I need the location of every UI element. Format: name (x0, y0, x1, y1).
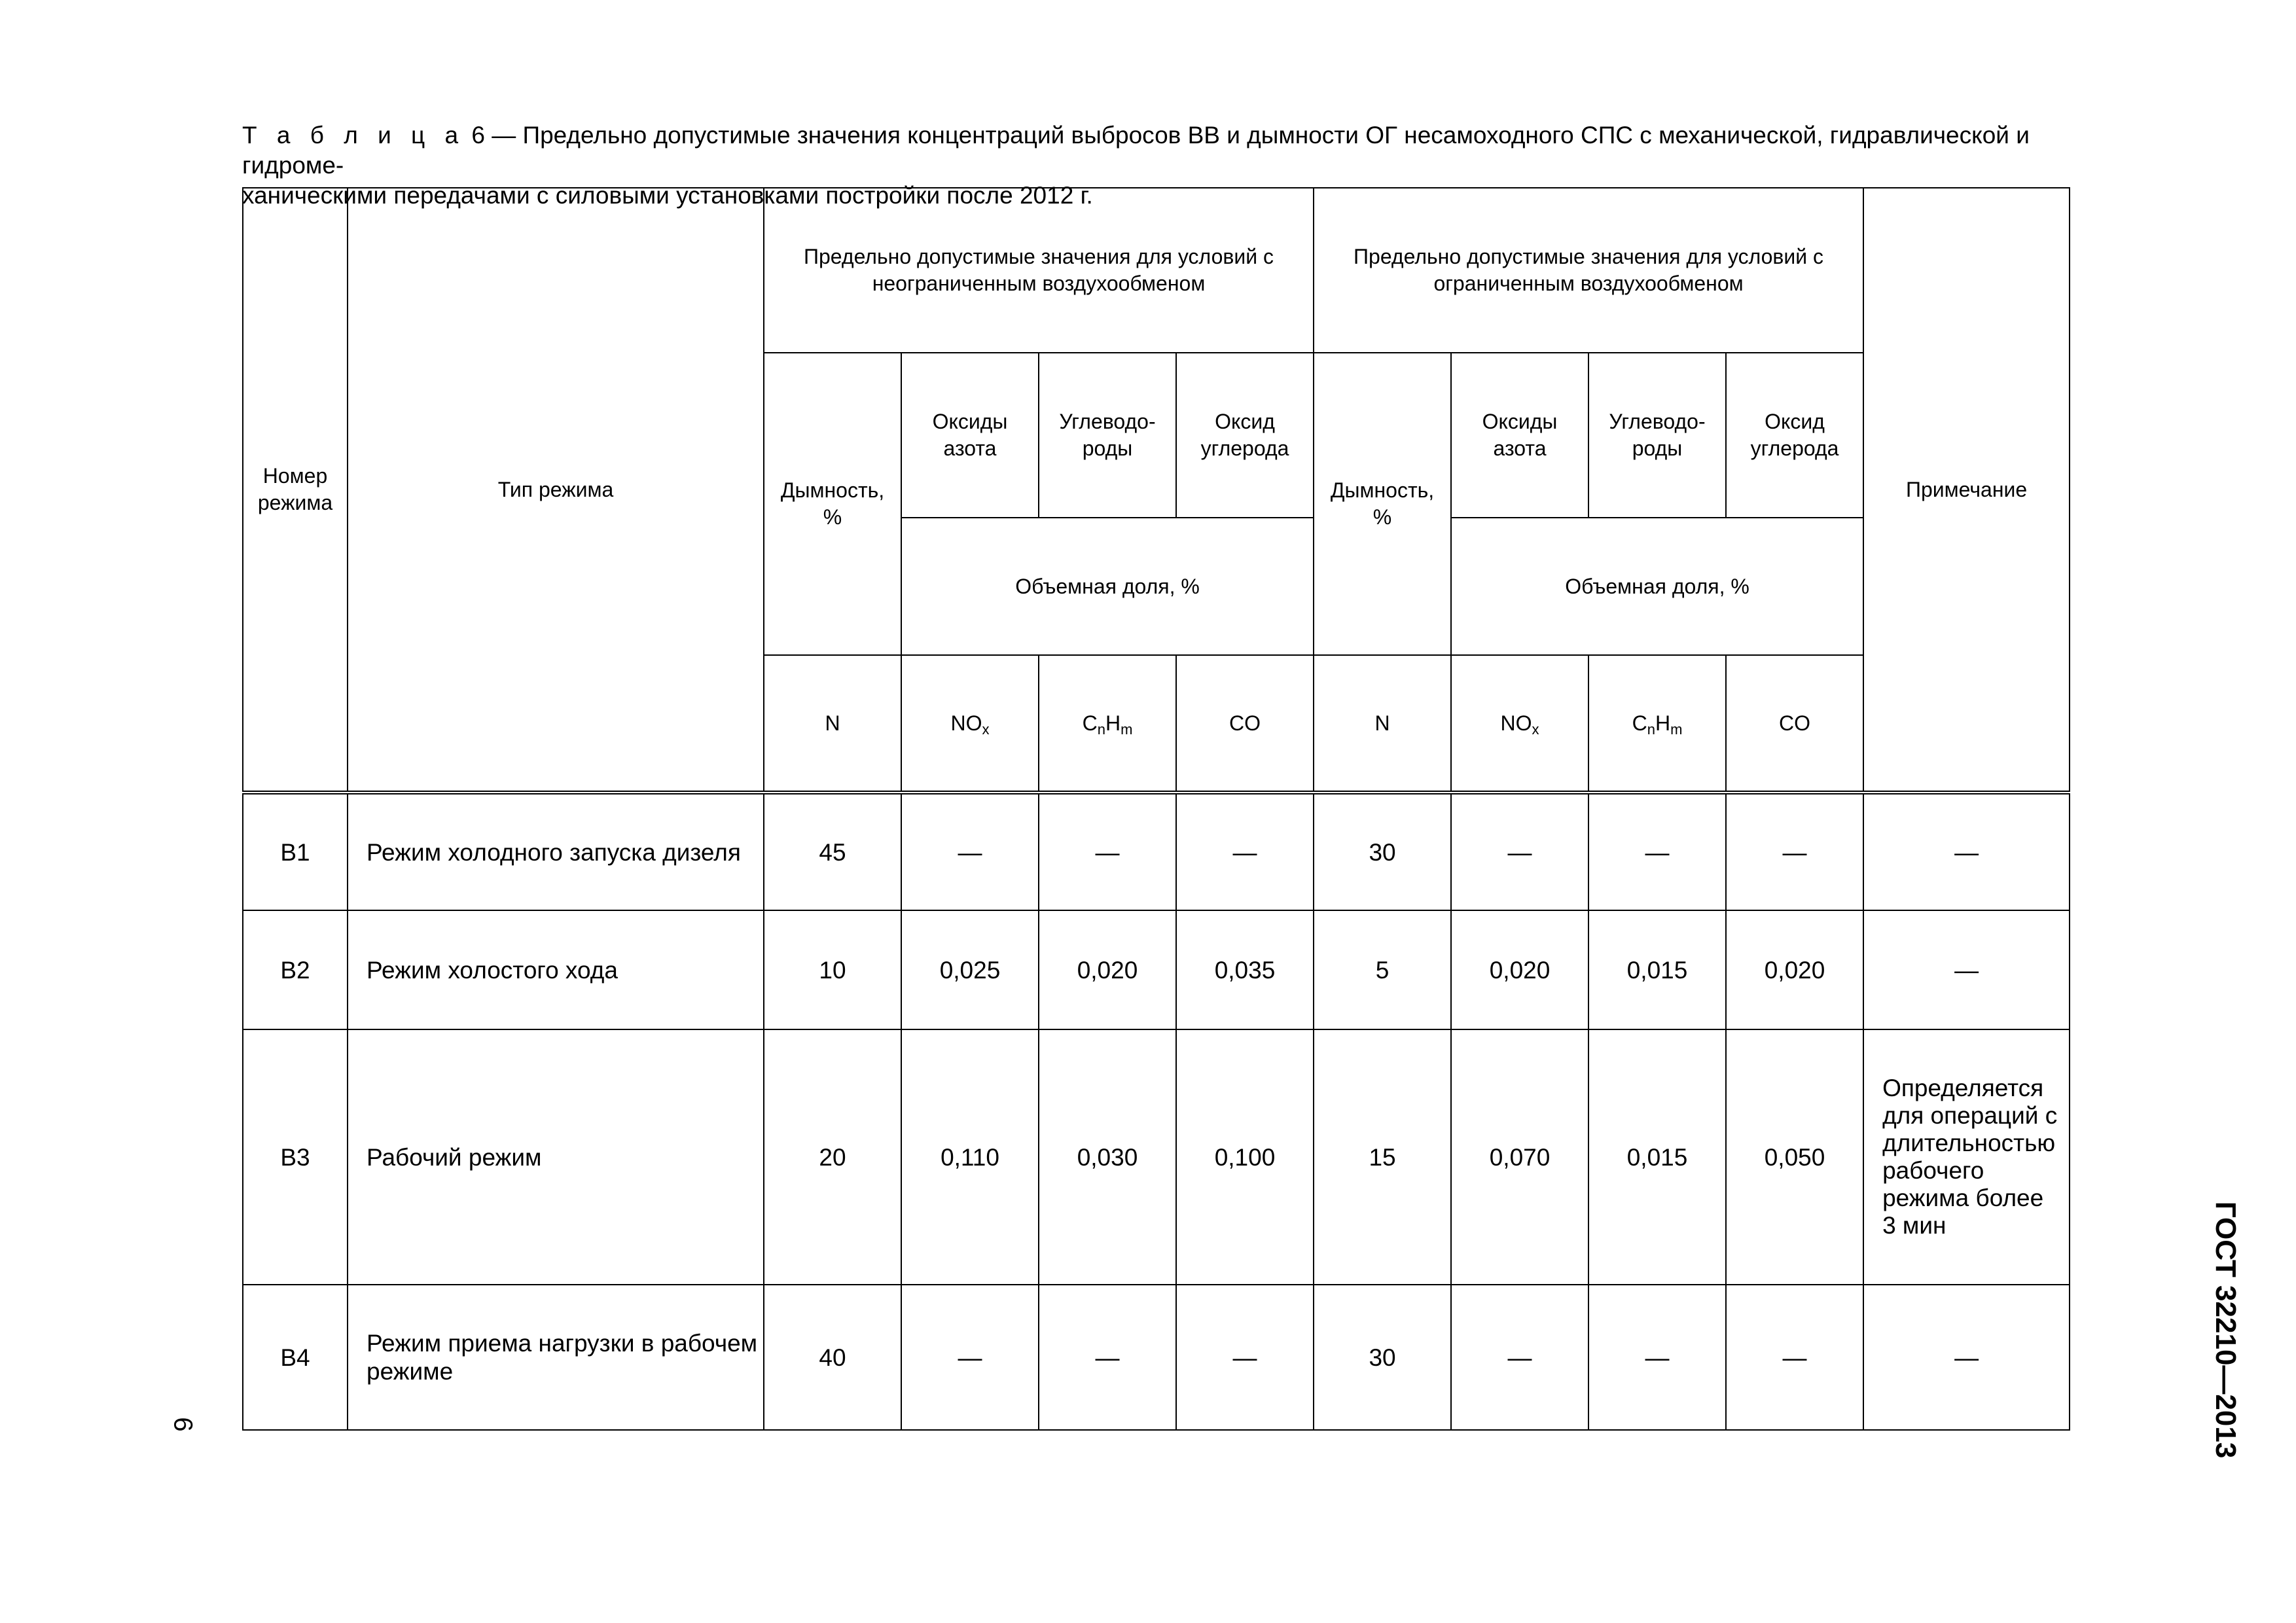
standard-designation: ГОСТ 32210—2013 (2210, 1201, 2242, 1459)
cell-nox-unlimited: 0,110 (901, 1029, 1039, 1285)
cell-co-limited: 0,020 (1726, 910, 1863, 1029)
row-number: В3 (243, 1029, 348, 1285)
cell-hc-limited: 0,015 (1588, 910, 1726, 1029)
cell-co-limited: — (1726, 1285, 1863, 1430)
symbol-co-unlimited: CO (1176, 655, 1314, 793)
header-group-unlimited: Предельно допустимые значения для условий с неограниченным воздухообменом (764, 188, 1314, 353)
symbol-cnhm-unlimited: $C_nH_m$ (1039, 655, 1176, 793)
table-row (243, 793, 2070, 910)
cell-smoke-unlimited: 40 (764, 1285, 901, 1430)
row-number: В1 (243, 793, 348, 910)
cell-smoke-limited: 5 (1314, 910, 1451, 1029)
cell-nox-unlimited: 0,025 (901, 910, 1039, 1029)
page-number: 6 (168, 1417, 198, 1432)
cell-hc-unlimited: 0,030 (1039, 1029, 1176, 1285)
cell-nox-unlimited: — (901, 1285, 1039, 1430)
cell-smoke-unlimited: 10 (764, 910, 901, 1029)
caption-text-line1: 6 — Предельно допустимые значения концентраций выбросов ВВ и дымности ОГ несамоходного СПС с механической, гидравлической и гидроме- (242, 122, 2030, 179)
header-mode-type: Тип режима (348, 188, 764, 793)
header-hc-unlimited: Углеводо-роды (1039, 353, 1176, 518)
symbol-n-limited: N (1314, 655, 1451, 793)
cell-hc-limited: — (1588, 793, 1726, 910)
cell-smoke-unlimited: 20 (764, 1029, 901, 1285)
cell-note: — (1863, 793, 2070, 910)
cell-hc-unlimited: 0,020 (1039, 910, 1176, 1029)
header-nox-unlimited: Оксиды азота (901, 353, 1039, 518)
symbol-co-limited: CO (1726, 655, 1863, 793)
cell-smoke-unlimited: 45 (764, 793, 901, 910)
symbol-n-unlimited: N (764, 655, 901, 793)
cell-hc-limited: 0,015 (1588, 1029, 1726, 1285)
row-type: Режим холодного запуска дизеля (348, 793, 764, 910)
symbol-nox-unlimited: $NO_x$ (901, 655, 1039, 793)
caption-text-line2: ханическими передачами с силовыми установками постройки после 2012 г. (242, 182, 1093, 209)
caption-label: Т а б л и ц а (242, 122, 465, 149)
cell-smoke-limited: 15 (1314, 1029, 1451, 1285)
cell-nox-limited: — (1451, 793, 1588, 910)
cell-nox-unlimited: — (901, 793, 1039, 910)
header-co-unlimited: Оксид углерода (1176, 353, 1314, 518)
header-smoke-limited: Дымность, % (1314, 353, 1451, 655)
table-row (243, 1029, 2070, 1285)
header-note: Примечание (1863, 188, 2070, 793)
cell-smoke-limited: 30 (1314, 793, 1451, 910)
cell-smoke-limited: 30 (1314, 1285, 1451, 1430)
cell-co-unlimited: — (1176, 793, 1314, 910)
header-smoke-unlimited: Дымность, % (764, 353, 901, 655)
row-type: Режим холостого хода (348, 910, 764, 1029)
header-nox-limited: Оксиды азота (1451, 353, 1588, 518)
header-co-limited: Оксид углерода (1726, 353, 1863, 518)
cell-note: Определяется для операций с длительностью рабочего режима более 3 мин (1863, 1029, 2070, 1285)
cell-co-unlimited: 0,035 (1176, 910, 1314, 1029)
cell-hc-limited: — (1588, 1285, 1726, 1430)
row-number: В2 (243, 910, 348, 1029)
cell-co-limited: 0,050 (1726, 1029, 1863, 1285)
cell-nox-limited: — (1451, 1285, 1588, 1430)
cell-nox-limited: 0,020 (1451, 910, 1588, 1029)
header-volume-share-unlimited: Объемная доля, % (901, 518, 1314, 655)
row-number: В4 (243, 1285, 348, 1430)
table-row (243, 1285, 2070, 1430)
cell-co-limited: — (1726, 793, 1863, 910)
table-row (243, 910, 2070, 1029)
cell-co-unlimited: — (1176, 1285, 1314, 1430)
cell-co-unlimited: 0,100 (1176, 1029, 1314, 1285)
symbol-nox-limited: $NO_x$ (1451, 655, 1588, 793)
cell-nox-limited: 0,070 (1451, 1029, 1588, 1285)
header-volume-share-limited: Объемная доля, % (1451, 518, 1863, 655)
emissions-table (242, 187, 2070, 1431)
cell-note: — (1863, 1285, 2070, 1430)
symbol-cnhm-limited: $C_nH_m$ (1588, 655, 1726, 793)
header-mode-number: Номер режима (243, 188, 348, 793)
cell-hc-unlimited: — (1039, 793, 1176, 910)
cell-hc-unlimited: — (1039, 1285, 1176, 1430)
row-type: Рабочий режим (348, 1029, 764, 1285)
cell-note: — (1863, 910, 2070, 1029)
header-group-limited: Предельно допустимые значения для условий с ограниченным воздухообменом (1314, 188, 1863, 353)
row-type: Режим приема нагрузки в рабочем режиме (348, 1285, 764, 1430)
header-hc-limited: Углеводо-роды (1588, 353, 1726, 518)
